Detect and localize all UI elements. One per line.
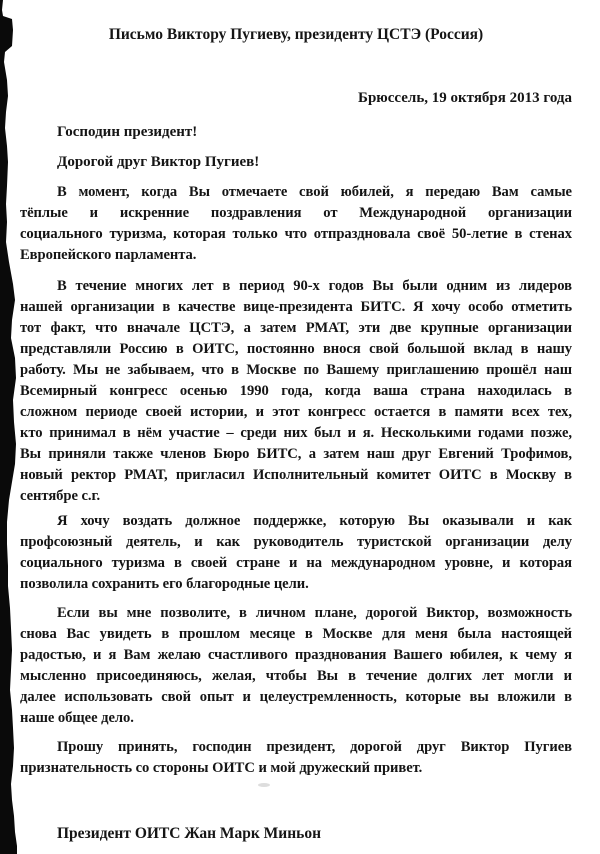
paragraph-line: новый ректор РМАТ, пригласил Исполнительный комитет ОИТС в Москву в	[20, 467, 572, 483]
paragraph-line: нашей организации в качестве вице-президента БИТС. Я хочу особо отметить	[20, 299, 572, 315]
paragraph	[20, 276, 572, 507]
paragraph	[20, 603, 572, 729]
paragraph-line: сложном периоде своей истории, и этот конгресс остается в памяти всех тех,	[20, 404, 572, 420]
paragraph-line: социального туризма в своей стране и на международном уровне, и которая	[20, 555, 572, 571]
paragraph-line: тёплые и искренние поздравления от Международной организации	[20, 205, 572, 221]
paragraph-line: наше общее дело.	[20, 710, 134, 726]
letter-dateline: Брюссель, 19 октября 2013 года	[358, 90, 572, 106]
paragraph-line: В течение многих лет в период 90-х годов Вы были одним из лидеров	[57, 278, 572, 294]
paragraph-line: снова Вас увидеть в прошлом месяце в Москве для меня была настоящей	[20, 626, 572, 642]
paragraph-line: Прошу принять, господин президент, дорогой друг Виктор Пугиев	[57, 739, 572, 755]
paragraph-line: признательность со стороны ОИТС и мой дружеский привет.	[20, 760, 423, 776]
paragraph-line: В момент, когда Вы отмечаете свой юбилей, я передаю Вам самые	[57, 184, 572, 200]
paragraph-line: Вы приняли также членов Бюро БИТС, а затем наш друг Евгений Трофимов,	[20, 446, 572, 462]
paragraph-line: сентябре с.г.	[20, 488, 101, 504]
paragraph-line: Европейского парламента.	[20, 247, 197, 263]
paragraph-line: радостью, и я Вам желаю счастливого празднования Вашего юбилея, к чему я	[20, 647, 572, 663]
paragraph-line: далее использовать свой опыт и целеустремленность, которые вы вложили в	[20, 689, 572, 705]
paragraph-line: социального туризма, которая только что отпраздновала своё 50-летие в стенах	[20, 226, 572, 242]
paragraph-line: Всемирный конгресс осенью 1990 года, когда ваша страна находилась в	[20, 383, 572, 399]
paragraph-line: профсоюзный деятель, и как руководитель туристской организации делу	[20, 534, 572, 550]
paragraph-line: тот факт, что вначале ЦСТЭ, а затем РМАТ, эти две крупные организации	[20, 320, 572, 336]
scan-edge-artifact	[0, 0, 20, 854]
letter-body	[20, 182, 572, 779]
paragraph-line: мысленно присоединяюсь, желая, чтобы Вы в течение долгих лет могли и	[20, 668, 572, 684]
paragraph-line: позволила сохранить его благородные цели.	[20, 576, 309, 592]
paragraph	[20, 182, 572, 266]
letter-content	[20, 24, 572, 844]
letter-title: Письмо Виктору Пугиеву, президенту ЦСТЭ (Россия)	[108, 26, 484, 43]
paragraph	[20, 511, 572, 595]
salutation-friend: Дорогой друг Виктор Пугиев!	[57, 154, 260, 170]
paragraph	[20, 737, 572, 779]
signature-line: Президент ОИТС Жан Марк Миньон	[57, 825, 322, 842]
paragraph-line: Я хочу воздать должное поддержке, которую Вы оказывали и как	[57, 513, 572, 529]
paragraph-line: работу. Мы не забываем, что в Москве по Вашему приглашению прошёл наш	[20, 362, 572, 378]
paragraph-line: Если вы мне позволите, в личном плане, дорогой Виктор, возможность	[57, 605, 572, 621]
paragraph-line: кто принимал в нём участие – среди них был и я. Несколькими годами позже,	[20, 425, 572, 441]
paragraph-line: представляли Россию в ОИТС, постоянно внося свой большой вклад в нашу	[20, 341, 572, 357]
salutation-president: Господин президент!	[57, 124, 198, 140]
